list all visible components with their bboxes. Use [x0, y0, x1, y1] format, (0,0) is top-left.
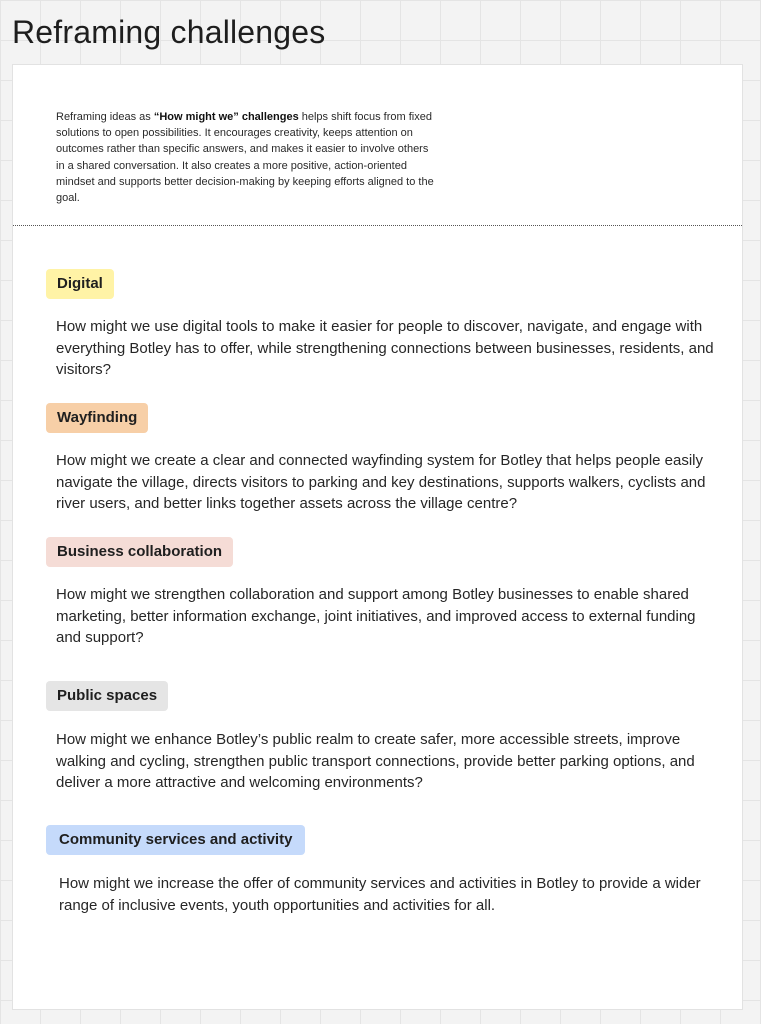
description-business-collaboration[interactable]: How might we strengthen collaboration and support among Botley businesses to enable shared marketing, better information exchange, joint initiatives, and improved access to external funding and support?: [56, 586, 696, 646]
tag-business-collaboration[interactable]: Business collaboration: [46, 537, 233, 567]
description-wayfinding[interactable]: How might we create a clear and connected wayfinding system for Botley that helps people easily navigate the village, directs visitors to parking and key destinations, supports walkers, cyclists and river users, and better links together assets across the village centre?: [56, 452, 706, 512]
intro-rest: helps shift focus from fixed solutions to open possibilities. It encourages creativity, keeps attention on outcomes rather than specific answers, and makes it easier to involve others in a shared conversation. It also creates a more positive, action-oriented mindset and supports better decision-making by keeping efforts aligned to the goal.: [56, 111, 434, 205]
intro-lead: Reframing ideas as: [56, 111, 154, 123]
description-public-spaces[interactable]: How might we enhance Botley’s public realm to create safer, more accessible streets, improve walking and cycling, strengthen public transport connections, provide better parking options, and deliver a more attractive and welcoming environments?: [56, 731, 695, 791]
tag-wayfinding[interactable]: Wayfinding: [46, 403, 148, 433]
tag-digital[interactable]: Digital: [46, 269, 114, 299]
section-divider: [13, 225, 742, 226]
intro-text[interactable]: [56, 109, 436, 206]
description-digital[interactable]: How might we use digital tools to make it easier for people to discover, navigate, and engage with everything Botley has to offer, while strengthening connections between businesses, residents, and visitors?: [56, 318, 714, 378]
intro-bold: “How might we” challenges: [153, 111, 299, 123]
board-title[interactable]: Reframing challenges: [12, 14, 326, 50]
challenges-frame[interactable]: [12, 64, 743, 1010]
tag-public-spaces[interactable]: Public spaces: [46, 681, 168, 711]
description-community-services[interactable]: How might we increase the offer of community services and activities in Botley to provide a wider range of inclusive events, youth opportunities and activities for all.: [59, 875, 701, 914]
tag-community-services[interactable]: Community services and activity: [46, 825, 305, 855]
